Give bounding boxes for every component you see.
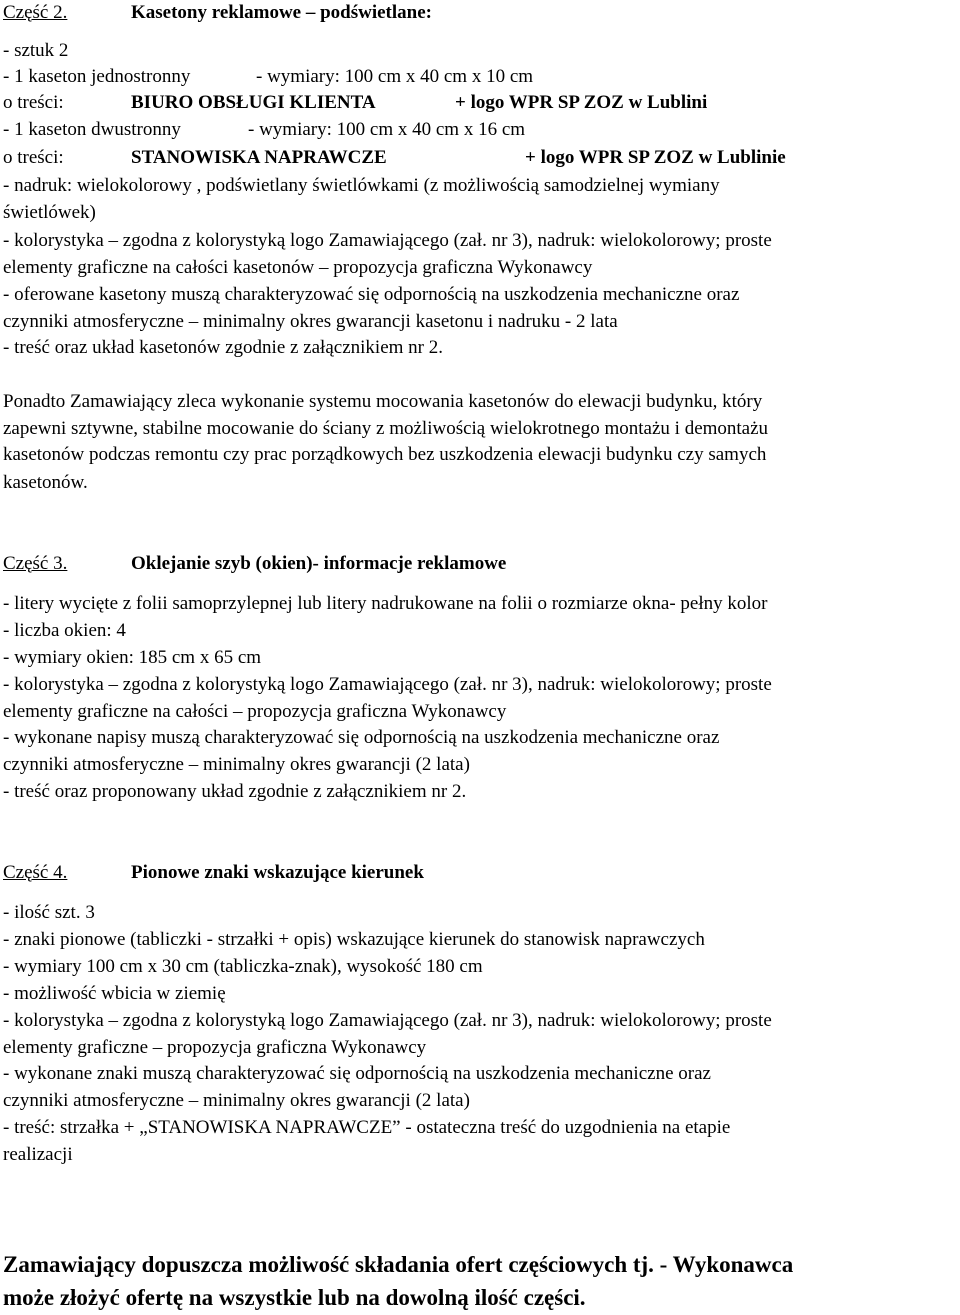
part3-line: - kolorystyka – zgodna z kolorystyką logo Zamawiającego (zał. nr 3), nadruk: wielokolorowy; proste	[3, 674, 772, 695]
part4-line: - możliwość wbicia w ziemię	[3, 983, 226, 1004]
part2-line: - nadruk: wielokolorowy , podświetlany świetlówkami (z możliwością samodzielnej wymiany	[3, 175, 720, 196]
part4-label: Część 4.	[3, 862, 68, 883]
part2-line: - treść oraz układ kasetonów zgodnie z załącznikiem nr 2.	[3, 337, 443, 358]
closing-line: może złożyć ofertę na wszystkie lub na dowolną ilość części.	[3, 1285, 586, 1310]
part2-label: Część 2.	[3, 2, 68, 23]
part4-line: - wykonane znaki muszą charakteryzować się odpornością na uszkodzenia mechaniczne oraz	[3, 1063, 711, 1084]
part2-line-text: o treści:	[3, 92, 64, 113]
part3-line: - treść oraz proponowany układ zgodnie z załącznikiem nr 2.	[3, 781, 467, 802]
part2-line-text: - 1 kaseton dwustronny	[3, 119, 181, 140]
part2-title: Kasetony reklamowe – podświetlane:	[131, 2, 432, 23]
part2-line: - sztuk 2	[3, 40, 69, 61]
part3-label: Część 3.	[3, 553, 68, 574]
part3-line: - liczba okien: 4	[3, 620, 126, 641]
part4-line: - treść: strzałka + „STANOWISKA NAPRAWCZE” - ostateczna treść do uzgodnienia na etapie	[3, 1117, 731, 1138]
part4-line: czynniki atmosferyczne – minimalny okres gwarancji (2 lata)	[3, 1090, 470, 1111]
part2-line: elementy graficzne na całości kasetonów – propozycja graficzna Wykonawcy	[3, 257, 593, 278]
part4-line: - kolorystyka – zgodna z kolorystyką logo Zamawiającego (zał. nr 3), nadruk: wielokolorowy; proste	[3, 1010, 772, 1031]
part2-line-text: - wymiary: 100 cm x 40 cm x 10 cm	[256, 66, 534, 87]
part4-line: elementy graficzne – propozycja graficzna Wykonawcy	[3, 1037, 427, 1058]
part2-box2-logo: + logo WPR SP ZOZ w Lublinie	[525, 147, 786, 168]
part3-line: elementy graficzne na całości – propozycja graficzna Wykonawcy	[3, 701, 507, 722]
part4-line: - wymiary 100 cm x 30 cm (tabliczka-znak), wysokość 180 cm	[3, 956, 483, 977]
part4-line: realizacji	[3, 1144, 73, 1165]
part2-line-text: o treści:	[3, 147, 64, 168]
part3-line: - litery wycięte z folii samoprzylepnej lub litery nadrukowane na folii o rozmiarze okna- pełny kolor	[3, 593, 768, 614]
part2-paragraph-line: zapewni sztywne, stabilne mocowanie do ściany z możliwością wielokrotnego montażu i demontażu	[3, 418, 769, 439]
part3-line: - wymiary okien: 185 cm x 65 cm	[3, 647, 262, 668]
part2-paragraph-line: kasetonów.	[3, 472, 88, 493]
part2-line-text: - wymiary: 100 cm x 40 cm x 16 cm	[248, 119, 526, 140]
part2-box2-content: STANOWISKA NAPRAWCZE	[131, 147, 387, 168]
part4-line: - ilość szt. 3	[3, 902, 95, 923]
part3-line: - wykonane napisy muszą charakteryzować się odpornością na uszkodzenia mechaniczne oraz	[3, 727, 720, 748]
closing-line: Zamawiający dopuszcza możliwość składania ofert częściowych tj. - Wykonawca	[3, 1252, 794, 1277]
part3-title: Oklejanie szyb (okien)- informacje reklamowe	[131, 553, 507, 574]
part2-line: świetlówek)	[3, 202, 96, 223]
part2-box1-content: BIURO OBSŁUGI KLIENTA	[131, 92, 376, 113]
part2-line: - oferowane kasetony muszą charakteryzować się odpornością na uszkodzenia mechaniczne oraz	[3, 284, 740, 305]
part2-line: czynniki atmosferyczne – minimalny okres gwarancji kasetonu i nadruku - 2 lata	[3, 311, 618, 332]
part2-line: - kolorystyka – zgodna z kolorystyką logo Zamawiającego (zał. nr 3), nadruk: wielokolorowy; proste	[3, 230, 772, 251]
part2-line-text: - 1 kaseton jednostronny	[3, 66, 191, 87]
part2-box1-logo: + logo WPR SP ZOZ w Lublini	[455, 92, 708, 113]
part4-line: - znaki pionowe (tabliczki - strzałki + opis) wskazujące kierunek do stanowisk naprawczych	[3, 929, 705, 950]
part4-title: Pionowe znaki wskazujące kierunek	[131, 862, 424, 883]
part2-paragraph-line: kasetonów podczas remontu czy prac porządkowych bez uszkodzenia elewacji budynku czy samych	[3, 444, 767, 465]
part2-paragraph-line: Ponadto Zamawiający zleca wykonanie systemu mocowania kasetonów do elewacji budynku, który	[3, 391, 763, 412]
part3-line: czynniki atmosferyczne – minimalny okres gwarancji (2 lata)	[3, 754, 470, 775]
